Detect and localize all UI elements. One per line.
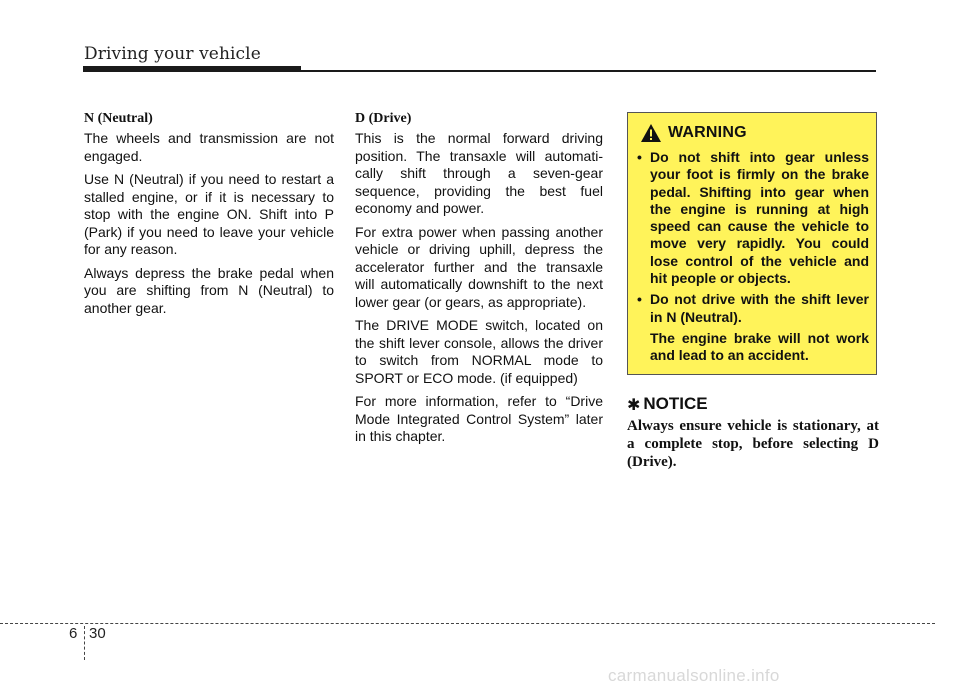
watermark: carmanualsonline.info [608, 666, 780, 685]
footer-separator [84, 626, 85, 660]
notice-text: Always ensure vehicle is stationary, at a complete stop, before selecting D (Drive). [627, 418, 879, 470]
warning-title: WARNING [668, 124, 747, 142]
warning-box [627, 112, 877, 375]
drive-paragraph-2: For extra power when passing another vehicle or driving uphill, depress the accelerator further and the transaxle will automatically downshift to the next lower gear (or gears, as appropriate). [355, 223, 603, 310]
drive-paragraph-1: This is the normal forward driving position. The transaxle will automatically shift through a seven-gear sequence, providing the best fuel economy and power. [355, 130, 603, 216]
bullet-icon: • [637, 291, 642, 308]
warning-item-text: Do not drive with the shift lever in N (Neutral). [650, 291, 869, 325]
notice-heading [627, 394, 708, 414]
header-rule [301, 70, 876, 72]
page-header-title: Driving your vehicle [84, 44, 261, 64]
neutral-paragraph-3: Always depress the brake pedal when you are shifting from N (Neutral) to another gear. [84, 264, 334, 316]
notice-title: NOTICE [643, 394, 708, 413]
warning-triangle-icon [640, 123, 662, 143]
neutral-paragraph-1: The wheels and transmission are not engaged. [84, 130, 334, 164]
page-number: 30 [89, 625, 106, 642]
footer-rule [0, 623, 935, 624]
left-column [84, 110, 334, 323]
drive-heading: D (Drive) [355, 111, 412, 126]
warning-header [640, 123, 747, 143]
header-bar [83, 66, 301, 72]
chapter-number: 6 [69, 625, 78, 642]
notice-star-icon: ✱ [627, 394, 641, 414]
warning-item [637, 291, 869, 364]
middle-column [355, 110, 603, 452]
neutral-heading: N (Neutral) [84, 111, 153, 126]
neutral-paragraph-2: Use N (Neutral) if you need to restart a stalled engine, or if it is necessary to stop with the engine ON. Shift into P (Park) if you need to leave your vehicle for any reason. [84, 171, 334, 257]
drive-paragraph-3: The DRIVE MODE switch, located on the shift lever console, allows the driver to switch from NORMAL mode to SPORT or ECO mode. (if equipped) [355, 317, 603, 386]
warning-item-subtext: The engine brake will not work and lead to an accident. [650, 329, 869, 364]
warning-item-text: Do not shift into gear unless your foot is firmly on the brake pedal. Shifting into gear when the engine is running at high speed can cause the vehicle to move very rapidly. You could lose control of the vehicle and hit people or objects. [650, 149, 869, 287]
drive-paragraph-4: For more information, refer to “Drive Mode Integrated Control System” later in this chapter. [355, 393, 603, 444]
bullet-icon: • [637, 149, 642, 165]
warning-item [637, 149, 869, 287]
warning-list [637, 149, 869, 369]
